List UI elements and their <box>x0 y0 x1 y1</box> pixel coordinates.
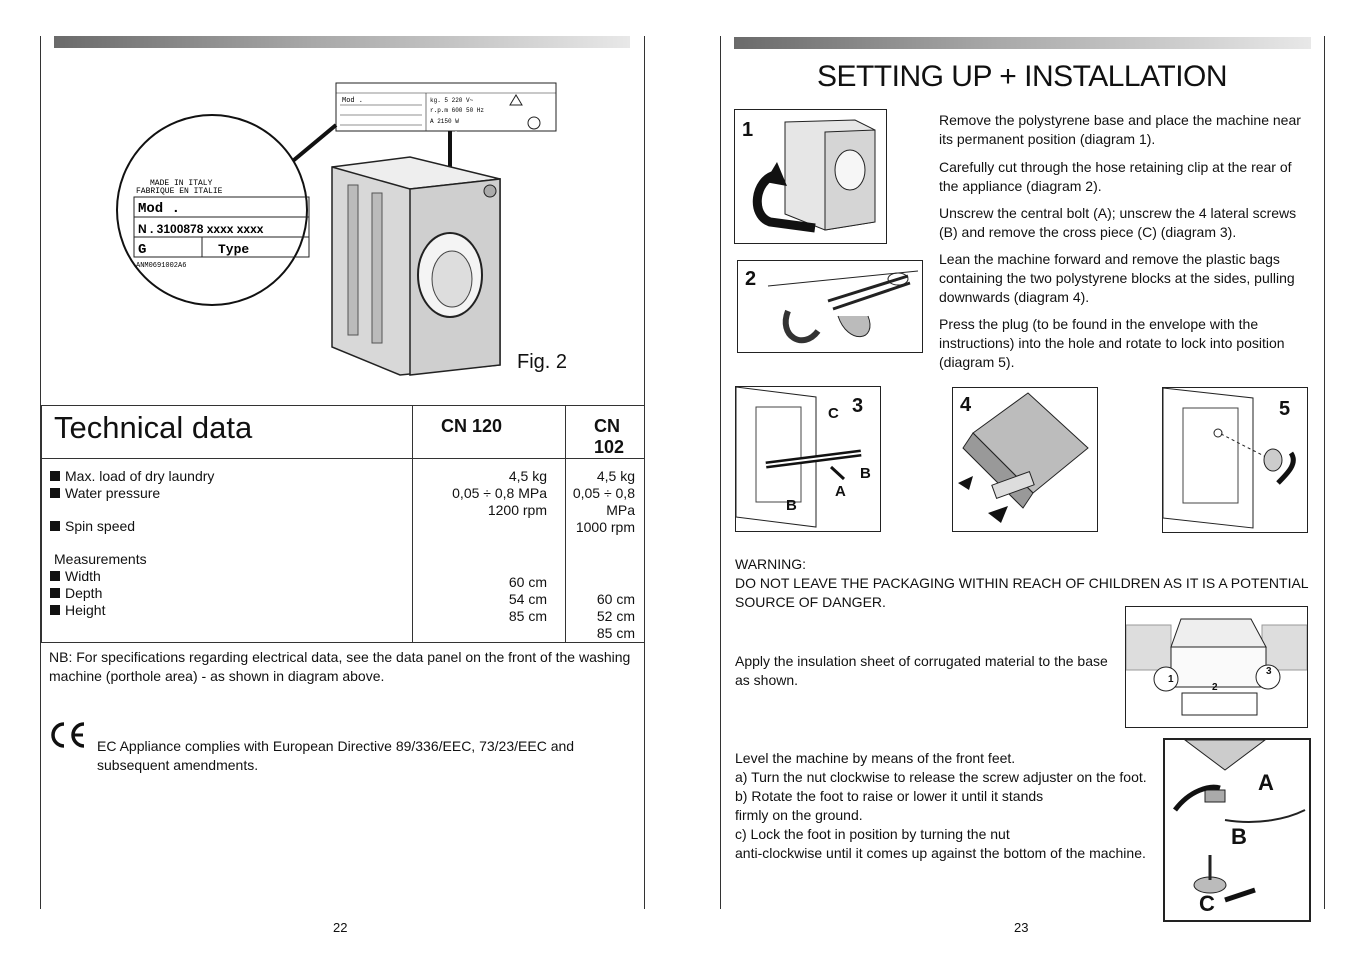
plate-fabrique: FABRIQUE EN ITALIE <box>136 187 223 196</box>
instruction-5: Press the plug (to be found in the envelope with the instructions) into the hole and rotate to lock into position (diagram 5). <box>939 316 1285 370</box>
cn102-load: 4,5 kg <box>596 468 635 484</box>
plate-g: G <box>138 242 147 258</box>
diagram-5 <box>1162 387 1308 533</box>
instruction-1: Remove the polystyrene base and place the machine near its permanent position (diagram 1). <box>939 112 1301 147</box>
small-plate-mod: Mod . <box>342 97 364 105</box>
cn120-spin: 1200 rpm <box>487 502 547 518</box>
feet-label-c: C <box>1199 891 1215 916</box>
diagram-5-number: 5 <box>1279 398 1291 420</box>
instruction-4: Lean the machine forward and remove the plastic bags containing the two polystyrene blocks at the sides, pulling downwards (diagram 4). <box>939 251 1295 305</box>
ce-compliance <box>97 737 637 775</box>
washing-machine-label-figure <box>110 75 580 385</box>
spec-depth: Depth <box>50 585 404 602</box>
cn120-height: 85 cm <box>508 608 547 624</box>
insulation-illustration <box>1126 607 1307 727</box>
warning-text: DO NOT LEAVE THE PACKAGING WITHIN REACH OF CHILDREN AS IT IS A POTENTIAL SOURCE OF DANGER. <box>735 575 1309 610</box>
data-plate-small <box>336 83 556 131</box>
diagram-3-number: 3 <box>852 395 864 417</box>
cn120-depth: 54 cm <box>508 591 547 607</box>
leveling-line-5: c) Lock the foot in position by turning the nut <box>735 826 1010 842</box>
diagram-1 <box>734 109 887 244</box>
right-header-bar <box>734 37 1311 49</box>
nb-note-line1: NB: For specifications regarding electrical data, see the data panel on the front of the washing <box>49 649 631 665</box>
leveling-instructions <box>735 749 1155 863</box>
ce-compliance-line2: subsequent amendments. <box>97 757 259 773</box>
insulation-number-2: 2 <box>1212 682 1218 693</box>
diagram-1-illustration <box>735 110 886 243</box>
diagram-4-number: 4 <box>960 394 972 416</box>
svg-text:kg. 5 220 V~: kg. 5 220 V~ <box>430 97 474 104</box>
diagram-3-label-a: A <box>835 483 846 500</box>
cn120-values-cell <box>413 459 566 643</box>
spec-labels-cell <box>42 459 413 643</box>
cn120-pressure: 0,05 ÷ 0,8 MPa <box>452 485 547 501</box>
magnified-label-circle <box>117 115 309 305</box>
diagram-3-label-b1: B <box>860 465 871 482</box>
warning-title: WARNING: <box>735 556 807 572</box>
leveling-line-3: b) Rotate the foot to raise or lower it until it stands <box>735 788 1044 804</box>
cn102-width: 60 cm <box>596 591 635 607</box>
leveling-line-1: Level the machine by means of the front feet. <box>735 750 1016 766</box>
diagram-3-label-c: C <box>828 405 839 422</box>
cn102-height: 85 cm <box>596 625 635 641</box>
leveling-line-4: firmly on the ground. <box>735 807 863 823</box>
feet-label-a: A <box>1258 770 1274 795</box>
ce-compliance-line1: EC Appliance complies with European Directive 89/336/EEC, 73/23/EEC and <box>97 738 575 754</box>
diagram-2-number: 2 <box>745 268 757 290</box>
plate-serial: N . 3100878 xxxx xxxx <box>138 222 264 236</box>
spec-spin-speed: Spin speed <box>50 518 404 535</box>
technical-data-table <box>41 405 645 643</box>
left-header-bar <box>54 36 630 48</box>
plate-made-in: MADE IN ITALY <box>150 179 213 188</box>
instructions <box>939 111 1311 372</box>
col-cn102-label: CN 102 <box>594 416 625 457</box>
ce-mark-icon <box>48 720 88 750</box>
leveling-line-6: anti-clockwise until it comes up against the bottom of the machine. <box>735 845 1146 861</box>
nb-note <box>49 648 639 686</box>
instruction-2: Carefully cut through the hose retaining clip at the rear of the appliance (diagram 2). <box>939 159 1292 194</box>
cn120-load: 4,5 kg <box>508 468 547 484</box>
insulation-number-1: 1 <box>1168 674 1174 685</box>
washing-machine-drawing <box>332 157 500 375</box>
plate-type: Type <box>218 242 250 257</box>
svg-text:r.p.m 600 50 Hz: r.p.m 600 50 Hz <box>430 107 485 114</box>
insulation-diagram <box>1125 606 1308 728</box>
right-page-border-right <box>1324 36 1325 909</box>
feet-label-b: B <box>1231 824 1247 849</box>
spec-measurements: Measurements <box>54 551 147 567</box>
cn102-pressure: 0,05 ÷ 0,8 MPa <box>572 485 635 518</box>
diagram-2-illustration <box>738 261 922 352</box>
instruction-3: Unscrew the central bolt (A); unscrew the 4 lateral screws (B) and remove the cross piece (C) (diagram 3). <box>939 205 1297 240</box>
diagram-4-illustration <box>953 388 1097 531</box>
tech-title: Technical data <box>54 410 253 445</box>
cn102-depth: 52 cm <box>596 608 635 624</box>
plate-code: ANM0691002A6 <box>136 262 187 270</box>
col-cn102-header <box>566 406 645 459</box>
diagram-3 <box>735 386 881 532</box>
nb-note-line2: machine (porthole area) - as shown in diagram above. <box>49 668 385 684</box>
diagram-4 <box>952 387 1098 532</box>
cn120-width: 60 cm <box>508 574 547 590</box>
leveling-line-2: a) Turn the nut clockwise to release the screw adjuster on the foot. <box>735 769 1147 785</box>
insulation-text: Apply the insulation sheet of corrugated material to the base as shown. <box>735 653 1108 688</box>
feet-diagram <box>1163 738 1311 922</box>
page-number-right: 23 <box>1014 920 1029 935</box>
cn102-values-cell <box>566 459 645 643</box>
cn102-spin: 1000 rpm <box>575 519 635 535</box>
diagram-2 <box>737 260 923 353</box>
spec-water-pressure: Water pressure <box>50 485 404 502</box>
tech-title-cell <box>42 406 413 459</box>
figure-caption: Fig. 2 <box>517 351 568 373</box>
warning-block <box>735 555 1315 612</box>
diagram-1-number: 1 <box>742 119 754 141</box>
insulation-number-3: 3 <box>1266 666 1272 677</box>
svg-text:A 2150 W: A 2150 W <box>430 118 459 125</box>
col-cn120-header <box>413 406 566 459</box>
col-cn120-label: CN 120 <box>441 416 503 436</box>
spec-height: Height <box>50 602 404 619</box>
spec-max-load: Max. load of dry laundry <box>50 468 404 485</box>
plate-mod: Mod . <box>138 201 181 217</box>
right-page-border-left <box>720 36 721 909</box>
page-number-left: 22 <box>333 920 348 935</box>
diagram-3-label-b2: B <box>786 497 797 514</box>
page-title: SETTING UP + INSTALLATION <box>816 60 1228 93</box>
spec-width: Width <box>50 568 404 585</box>
